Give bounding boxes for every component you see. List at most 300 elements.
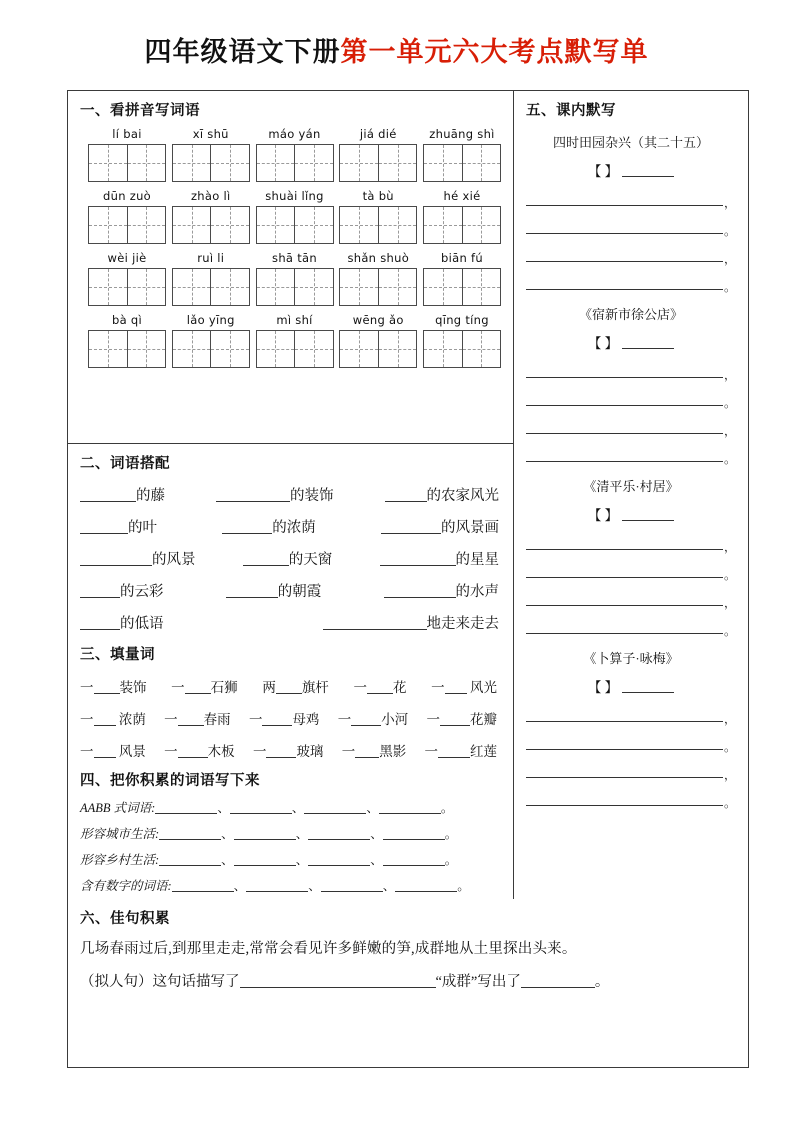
rule-line — [526, 433, 723, 434]
pinyin-text: lí bai — [112, 127, 142, 141]
accumulate-separator: 、 — [221, 853, 234, 867]
collocation-label: 的水声 — [455, 584, 499, 600]
accumulate-separator: 、 — [233, 879, 247, 893]
poem-answer-line[interactable] — [526, 793, 736, 808]
pinyin-text: shā tān — [272, 251, 317, 265]
measureword-item — [353, 676, 406, 696]
pinyin-cell — [339, 312, 417, 368]
answer-blank[interactable] — [234, 851, 296, 866]
collocation-item — [243, 548, 333, 569]
character-grid-box[interactable] — [339, 330, 417, 368]
pinyin-text: xī shū — [192, 127, 229, 141]
measureword-noun: 石狮 — [210, 680, 238, 695]
accumulate-separator: 、 — [217, 801, 230, 815]
pinyin-cell — [88, 188, 166, 244]
pinyin-text: tà bù — [362, 189, 394, 203]
left-column — [68, 91, 514, 899]
collocation-label: 的风景画 — [441, 520, 499, 536]
rule-line — [526, 377, 723, 378]
page-title — [0, 30, 793, 69]
pinyin-text: ruì li — [197, 251, 225, 265]
character-grid-box[interactable] — [256, 268, 334, 306]
measureword-noun: 旗杆 — [301, 680, 329, 695]
poem-answer-line[interactable] — [526, 565, 736, 580]
answer-blank[interactable] — [383, 851, 445, 866]
answer-blank[interactable] — [94, 743, 116, 758]
character-grid-box[interactable] — [256, 206, 334, 244]
poem-answer-line[interactable] — [526, 221, 736, 236]
answer-blank[interactable] — [266, 743, 296, 758]
author-blank[interactable] — [622, 163, 674, 177]
accumulate-separator: 、 — [382, 879, 396, 893]
pinyin-cell — [423, 250, 501, 306]
character-grid-box[interactable] — [339, 268, 417, 306]
line-punctuation: ， — [723, 196, 736, 210]
measureword-number: 一 — [337, 712, 352, 727]
answer-blank[interactable] — [323, 615, 427, 630]
rule-line — [526, 233, 723, 234]
pinyin-text: lǎo yīng — [186, 313, 235, 327]
answer-blank[interactable] — [226, 583, 278, 598]
collocation-row — [80, 484, 503, 505]
poem-title: 《宿新市徐公店》 — [578, 307, 683, 322]
measureword-item — [171, 676, 238, 696]
collocation-item — [385, 484, 500, 505]
collocation-item — [80, 516, 157, 537]
line-punctuation: 。 — [723, 740, 736, 754]
measureword-noun: 装饰 — [119, 680, 147, 695]
pinyin-row — [68, 312, 513, 368]
pinyin-cell — [339, 126, 417, 182]
measureword-number: 一 — [248, 712, 263, 727]
character-grid-box[interactable] — [423, 144, 501, 182]
pinyin-text: zhuāng shì — [429, 127, 495, 141]
collocation-item — [80, 612, 164, 633]
answer-blank[interactable] — [379, 799, 441, 814]
answer-blank[interactable] — [80, 519, 128, 534]
accumulate-separator: 。 — [440, 801, 454, 815]
rule-line — [526, 805, 723, 806]
accumulate-separator: 、 — [295, 853, 309, 867]
accumulate-label: 含有数字的词语: — [80, 879, 172, 893]
answer-blank[interactable] — [80, 487, 136, 502]
measureword-item — [80, 740, 146, 760]
dynasty-bracket[interactable]: 【 】 — [587, 680, 619, 695]
rule-line — [526, 289, 723, 290]
poem-answer-line[interactable] — [526, 765, 736, 780]
accumulate-separator: 、 — [291, 801, 305, 815]
answer-blank[interactable] — [94, 711, 116, 726]
measureword-number: 一 — [164, 744, 178, 759]
answer-blank[interactable] — [367, 679, 393, 694]
poem-author-line — [526, 160, 736, 180]
accumulate-separator: 。 — [444, 853, 458, 867]
line-punctuation: 。 — [723, 396, 736, 410]
pinyin-cell — [339, 250, 417, 306]
answer-blank[interactable] — [384, 583, 456, 598]
poem-answer-line[interactable] — [526, 249, 736, 264]
pinyin-cell — [423, 312, 501, 368]
pinyin-text: shǎn shuò — [347, 251, 410, 265]
section-dictation-heading: 五、课内默写 — [526, 103, 616, 119]
answer-blank[interactable] — [230, 799, 292, 814]
poem-answer-line[interactable] — [526, 277, 736, 292]
poem-answer-line[interactable] — [526, 393, 736, 408]
measureword-noun: 风光 — [466, 680, 497, 695]
collocation-label: 的叶 — [128, 520, 157, 536]
poem-answer-line[interactable] — [526, 593, 736, 608]
pinyin-text: hé xié — [443, 189, 481, 203]
section-pinyin-heading: 一、看拼音写词语 — [80, 103, 200, 119]
collocation-label: 的风景 — [152, 552, 196, 568]
collocation-item — [226, 580, 322, 601]
character-grid-box[interactable] — [423, 268, 501, 306]
measureword-number: 一 — [80, 744, 94, 759]
measureword-number: 一 — [426, 712, 440, 727]
poem-answer-line[interactable] — [526, 449, 736, 464]
section-pinyin — [68, 91, 513, 444]
answer-blank[interactable] — [178, 743, 208, 758]
pinyin-text: shuài lǐng — [265, 189, 324, 203]
measureword-item — [253, 740, 324, 760]
pinyin-text: zhào lì — [190, 189, 231, 203]
collocation-label: 的农家风光 — [426, 488, 499, 504]
measureword-noun: 花瓣 — [470, 712, 497, 727]
measureword-noun: 玻璃 — [296, 744, 324, 759]
measureword-noun: 母鸡 — [292, 712, 320, 727]
rule-line — [526, 205, 723, 206]
measureword-noun: 浓荫 — [115, 712, 146, 727]
answer-blank[interactable] — [521, 973, 595, 988]
collocation-rows — [80, 484, 503, 633]
section-lower-left — [68, 444, 513, 894]
collocation-row — [80, 548, 503, 569]
measureword-number: 一 — [80, 680, 94, 695]
measureword-item — [262, 676, 329, 696]
poem-list — [526, 132, 736, 808]
pinyin-cell — [256, 250, 334, 306]
accumulate-rows — [80, 798, 503, 894]
poem-title: 《卜算子·咏梅》 — [583, 651, 679, 666]
dynasty-bracket[interactable]: 【 】 — [587, 336, 619, 351]
accumulate-separator: 、 — [295, 827, 309, 841]
answer-blank[interactable] — [440, 711, 470, 726]
answer-blank[interactable] — [308, 825, 370, 840]
rule-line — [526, 461, 723, 462]
dynasty-bracket[interactable]: 【 】 — [587, 164, 619, 179]
poem-author-line — [526, 332, 736, 352]
character-grid-box[interactable] — [172, 206, 250, 244]
rule-line — [526, 405, 723, 406]
accumulate-separator: 、 — [308, 879, 321, 893]
accumulate-separator: 。 — [457, 879, 470, 893]
measureword-number: 一 — [171, 680, 185, 695]
measureword-number: 两 — [262, 680, 276, 695]
measureword-item — [164, 708, 231, 728]
answer-blank[interactable] — [445, 679, 467, 694]
section-sentence — [68, 899, 748, 991]
measureword-rows — [80, 676, 503, 760]
collocation-row — [80, 516, 503, 537]
pinyin-text: máo yán — [268, 127, 321, 141]
sentence-question — [80, 970, 734, 991]
poem-answer-line[interactable] — [526, 421, 736, 436]
answer-blank[interactable] — [222, 519, 272, 534]
measureword-item — [164, 740, 235, 760]
answer-blank[interactable] — [262, 711, 292, 726]
accumulate-row — [80, 798, 503, 816]
line-punctuation: ， — [723, 712, 736, 726]
answer-blank[interactable] — [80, 551, 152, 566]
page-title-red: 第一单元六大考点默写单 — [340, 37, 649, 67]
character-grid-box[interactable] — [88, 206, 166, 244]
measureword-item — [431, 676, 497, 696]
character-grid-box[interactable] — [88, 144, 166, 182]
right-column — [514, 91, 748, 899]
measureword-item — [80, 676, 147, 696]
line-punctuation: ， — [723, 768, 736, 782]
line-punctuation: 。 — [723, 624, 736, 638]
example-sentence: 几场春雨过后,到那里走走,常常会看见许多鲜嫩的笋,成群地从土里探出头来。 — [80, 941, 577, 957]
measureword-item — [249, 708, 320, 728]
accumulate-row — [80, 876, 503, 894]
poem-author-line — [526, 676, 736, 696]
measureword-noun: 花 — [392, 680, 407, 695]
collocation-label: 的低语 — [120, 616, 164, 632]
pinyin-text: wēng ǎo — [352, 313, 404, 327]
collocation-item — [380, 548, 500, 569]
measureword-number: 一 — [164, 712, 178, 727]
answer-blank[interactable] — [438, 743, 470, 758]
pinyin-text: mì shí — [276, 313, 313, 327]
answer-blank[interactable] — [383, 825, 445, 840]
answer-blank[interactable] — [385, 487, 427, 502]
accumulate-label: 形容城市生活: — [80, 827, 160, 841]
pinyin-cell — [88, 126, 166, 182]
pinyin-row — [68, 250, 513, 306]
sentence-question-prefix: （拟人句）这句话描写了 — [80, 974, 240, 990]
sentence-question-mid: “成群”写出了 — [435, 974, 521, 990]
poem-title: 《清平乐·村居》 — [583, 479, 679, 494]
pinyin-text: biān fú — [441, 251, 483, 265]
pinyin-cell — [172, 312, 250, 368]
character-grid-box[interactable] — [172, 330, 250, 368]
accumulate-row — [80, 850, 503, 868]
answer-blank[interactable] — [395, 877, 457, 892]
answer-blank[interactable] — [304, 799, 366, 814]
collocation-label: 的云彩 — [120, 584, 164, 600]
collocation-label: 的朝霞 — [277, 584, 322, 600]
section-measureword-heading: 三、填量词 — [80, 647, 155, 663]
author-blank[interactable] — [622, 679, 674, 693]
line-punctuation: ， — [723, 252, 736, 266]
poem-answer-line[interactable] — [526, 193, 736, 208]
line-punctuation: ， — [723, 540, 736, 554]
rule-line — [526, 577, 723, 578]
measureword-item — [342, 740, 407, 760]
collocation-item — [80, 548, 196, 569]
line-punctuation: ， — [723, 596, 736, 610]
answer-blank[interactable] — [276, 679, 302, 694]
answer-blank[interactable] — [355, 743, 379, 758]
pinyin-cell — [423, 188, 501, 244]
measureword-item — [427, 708, 498, 728]
character-grid-box[interactable] — [256, 330, 334, 368]
page-title-black: 四年级语文下册 — [144, 37, 341, 67]
character-grid-box[interactable] — [172, 144, 250, 182]
pinyin-rows — [68, 126, 513, 368]
collocation-label: 的装饰 — [290, 488, 334, 504]
answer-blank[interactable] — [159, 825, 221, 840]
answer-blank[interactable] — [80, 615, 120, 630]
pinyin-cell — [339, 188, 417, 244]
poem-author-line — [526, 504, 736, 524]
measureword-number: 一 — [80, 712, 94, 727]
dynasty-bracket[interactable]: 【 】 — [587, 508, 619, 523]
rule-line — [526, 633, 723, 634]
answer-blank[interactable] — [308, 851, 370, 866]
collocation-label: 的天窗 — [288, 552, 333, 568]
character-grid-box[interactable] — [423, 330, 501, 368]
character-grid-box[interactable] — [339, 144, 417, 182]
poem-answer-line[interactable] — [526, 537, 736, 552]
measureword-row — [80, 740, 503, 760]
accumulate-separator: 、 — [370, 827, 383, 841]
poem-answer-line[interactable] — [526, 621, 736, 636]
pinyin-cell — [172, 188, 250, 244]
answer-blank[interactable] — [216, 487, 290, 502]
answer-blank[interactable] — [381, 519, 441, 534]
accumulate-separator: 。 — [444, 827, 458, 841]
line-punctuation: 。 — [723, 568, 736, 582]
line-punctuation: 。 — [723, 796, 736, 810]
pinyin-row — [68, 188, 513, 244]
collocation-label: 的星星 — [455, 552, 499, 568]
accumulate-row — [80, 824, 503, 842]
pinyin-cell — [256, 188, 334, 244]
pinyin-cell — [256, 126, 334, 182]
answer-blank[interactable] — [185, 679, 211, 694]
answer-blank[interactable] — [351, 711, 381, 726]
collocation-label: 的藤 — [136, 488, 165, 504]
author-blank[interactable] — [622, 335, 674, 349]
measureword-noun: 红莲 — [470, 744, 497, 759]
line-punctuation: ， — [723, 368, 736, 382]
measureword-number: 一 — [353, 680, 367, 695]
answer-blank[interactable] — [246, 877, 308, 892]
answer-blank[interactable] — [172, 877, 234, 892]
answer-blank[interactable] — [94, 679, 120, 694]
section-collocation-heading: 二、词语搭配 — [80, 456, 170, 472]
section-accumulate-heading: 四、把你积累的词语写下来 — [80, 773, 260, 789]
measureword-number: 一 — [431, 680, 445, 695]
pinyin-cell — [172, 250, 250, 306]
measureword-noun: 小河 — [381, 712, 409, 727]
rule-line — [526, 721, 723, 722]
line-punctuation: 。 — [723, 224, 736, 238]
pinyin-cell — [88, 312, 166, 368]
pinyin-text: bà qì — [112, 313, 142, 327]
pinyin-cell — [423, 126, 501, 182]
pinyin-text: wèi jiè — [107, 251, 147, 265]
character-grid-box[interactable] — [88, 268, 166, 306]
measureword-number: 一 — [252, 744, 267, 759]
poem-answer-line[interactable] — [526, 709, 736, 724]
collocation-label: 地走来走去 — [426, 616, 499, 632]
pinyin-cell — [88, 250, 166, 306]
character-grid-box[interactable] — [339, 206, 417, 244]
measureword-item — [338, 708, 409, 728]
measureword-number: 一 — [424, 744, 438, 759]
collocation-item — [222, 516, 316, 537]
rule-line — [526, 261, 723, 262]
answer-blank[interactable] — [321, 877, 383, 892]
collocation-item — [384, 580, 500, 601]
collocation-item — [80, 580, 164, 601]
accumulate-label: 形容乡村生活: — [80, 853, 160, 867]
character-grid-box[interactable] — [88, 330, 166, 368]
pinyin-cell — [172, 126, 250, 182]
collocation-item — [80, 484, 165, 505]
answer-blank[interactable] — [243, 551, 289, 566]
pinyin-text: dūn zuò — [103, 189, 151, 203]
answer-blank[interactable] — [155, 799, 217, 814]
collocation-item — [323, 612, 500, 633]
author-blank[interactable] — [622, 507, 674, 521]
answer-blank[interactable] — [80, 583, 120, 598]
answer-blank[interactable] — [234, 825, 296, 840]
measureword-item — [80, 708, 146, 728]
character-grid-box[interactable] — [423, 206, 501, 244]
collocation-item — [381, 516, 499, 537]
measureword-number: 一 — [341, 744, 356, 759]
pinyin-text: qīng tíng — [435, 313, 489, 327]
collocation-row — [80, 580, 503, 601]
measureword-noun: 黑影 — [379, 744, 407, 759]
rule-line — [526, 749, 723, 750]
answer-blank[interactable] — [178, 711, 204, 726]
collocation-item — [216, 484, 334, 505]
rule-line — [526, 605, 723, 606]
poem-title: 四时田园杂兴（其二十五） — [552, 135, 709, 150]
character-grid-box[interactable] — [256, 144, 334, 182]
character-grid-box[interactable] — [172, 268, 250, 306]
measureword-noun: 木板 — [207, 744, 235, 759]
accumulate-separator: 、 — [221, 827, 234, 841]
poem-answer-line[interactable] — [526, 737, 736, 752]
section-sentence-heading: 六、佳句积累 — [80, 911, 170, 927]
poem-answer-line[interactable] — [526, 365, 736, 380]
collocation-row — [80, 612, 503, 633]
accumulate-separator: 、 — [366, 801, 379, 815]
measureword-item — [425, 740, 498, 760]
measureword-noun: 风景 — [115, 744, 146, 759]
rule-line — [526, 549, 723, 550]
pinyin-cell — [256, 312, 334, 368]
answer-blank[interactable] — [159, 851, 221, 866]
answer-blank[interactable] — [240, 973, 436, 988]
accumulate-label: AABB 式词语: — [80, 801, 156, 815]
measureword-row — [80, 708, 503, 728]
answer-blank[interactable] — [380, 551, 456, 566]
pinyin-row — [68, 126, 513, 182]
rule-line — [526, 777, 723, 778]
sentence-question-end: 。 — [594, 974, 610, 990]
worksheet-frame — [67, 90, 749, 1068]
collocation-label: 的浓荫 — [272, 520, 316, 536]
pinyin-text: jiá dié — [359, 127, 397, 141]
accumulate-separator: 、 — [370, 853, 383, 867]
